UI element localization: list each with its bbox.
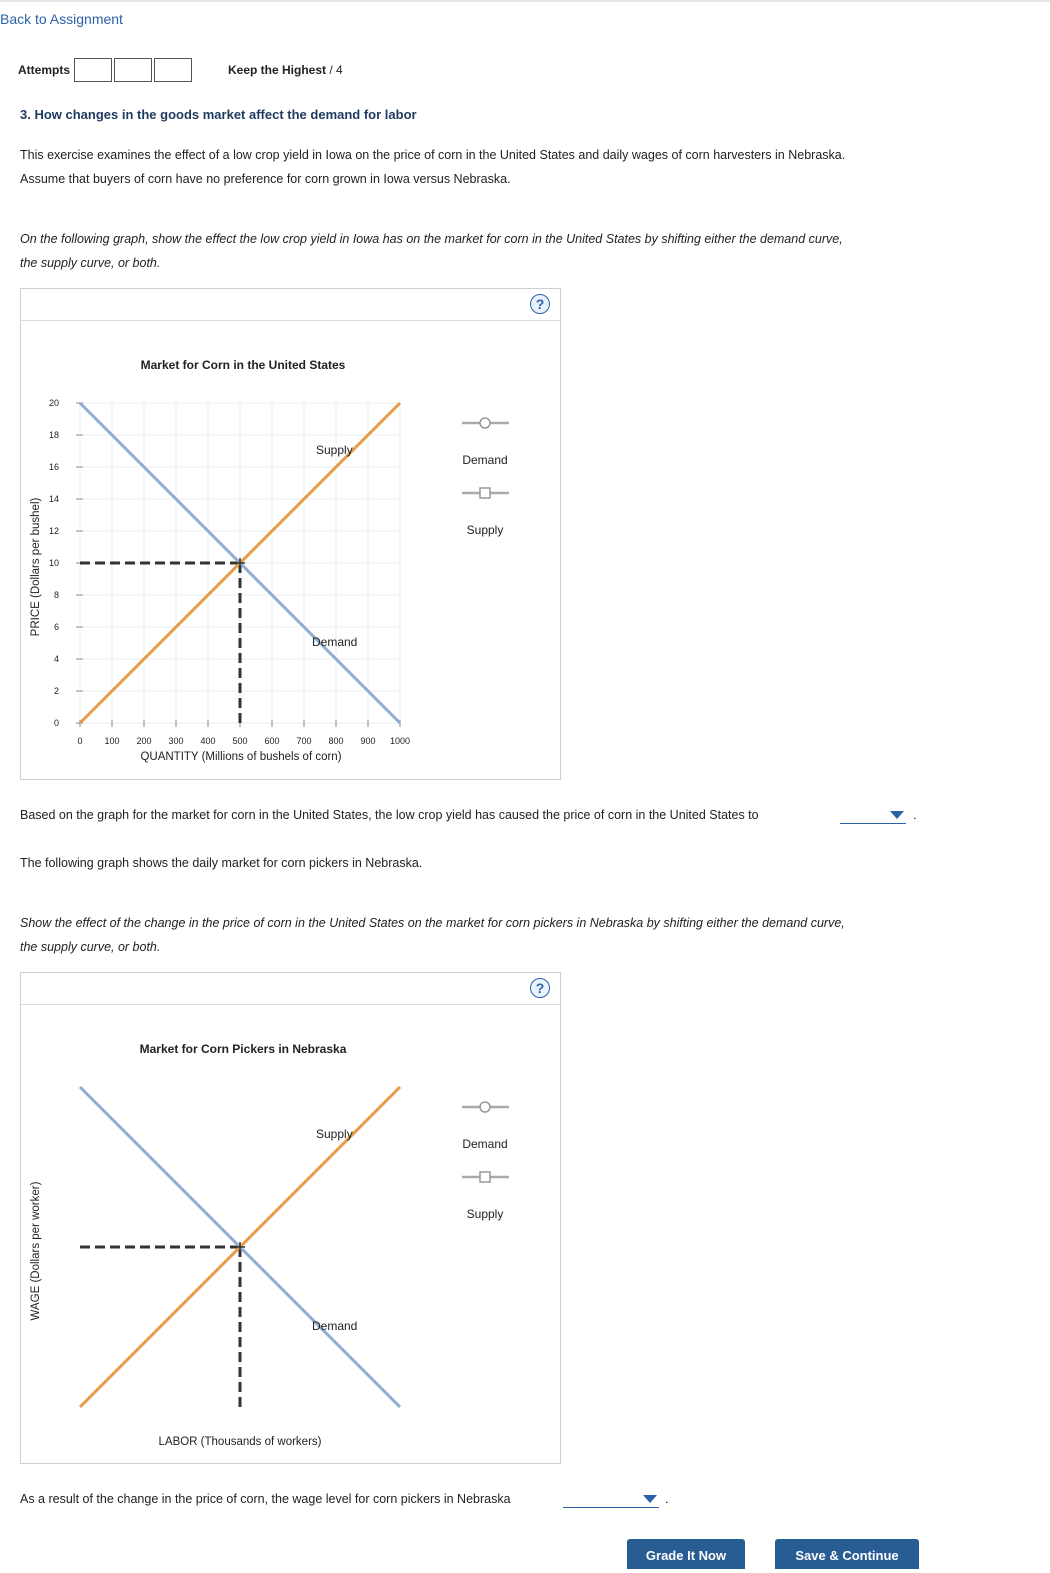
graph2-x-axis-label: LABOR (Thousands of workers) (158, 1436, 322, 1448)
dropdown-arrow-icon (643, 1495, 657, 1503)
legend-supply-tool[interactable] (462, 1172, 509, 1221)
graph1-supply-label: Supply (316, 443, 353, 457)
question1-text: Based on the graph for the market for corn in the United States, the low crop yield has caused the price of corn in the United States to (20, 808, 759, 822)
x-tick-label: 300 (168, 736, 184, 746)
x-tick-label: 600 (264, 736, 280, 746)
graph1-svg (21, 289, 560, 779)
dropdown-arrow-icon (890, 811, 904, 819)
supply-square-icon (480, 488, 490, 498)
instruction-graph1: On the following graph, show the effect the low crop yield in Iowa has on the market for corn in the United States by shifting either the demand curve, the supply curve, or both. (20, 232, 843, 270)
legend-demand-tool[interactable] (462, 418, 509, 467)
graph2-panel (20, 972, 561, 1464)
attempts-label: Attempts (18, 63, 71, 77)
graph1-panel (20, 288, 561, 780)
graph2-y-axis-label: WAGE (Dollars per worker) (30, 1181, 42, 1321)
x-tick-label: 1000 (389, 736, 411, 746)
graph1-demand-label: Demand (312, 635, 358, 649)
y-tick-label: 20 (48, 398, 59, 408)
instruction-graph2: Show the effect of the change in the price of corn in the United States on the market for corn pickers in Nebraska by shifting either the demand curve, the supply curve, or both. (20, 916, 845, 954)
x-tick-label: 900 (360, 736, 376, 746)
attempt-box-1 (74, 58, 112, 82)
y-tick-label: 12 (48, 526, 59, 536)
y-tick-label: 0 (53, 718, 59, 728)
attempt-box-2 (114, 58, 152, 82)
question-title: 3. How changes in the goods market affect the demand for labor (20, 107, 417, 122)
question2-text: As a result of the change in the price of corn, the wage level for corn pickers in Nebraska (20, 1492, 511, 1506)
demand-circle-icon (480, 1102, 490, 1112)
graph2-demand-label: Demand (312, 1319, 358, 1333)
x-tick-label: 700 (296, 736, 312, 746)
price-change-dropdown[interactable] (840, 809, 906, 824)
x-tick-label: 400 (200, 736, 216, 746)
graph2-svg (21, 973, 560, 1463)
graph1-y-axis-label: PRICE (Dollars per bushel) (30, 497, 42, 637)
legend-demand-label: Demand (462, 1137, 508, 1151)
y-tick-label: 4 (53, 654, 59, 664)
x-tick-label: 500 (232, 736, 248, 746)
y-tick-label: 18 (48, 430, 59, 440)
demand-circle-icon (480, 418, 490, 428)
graph2-supply-label: Supply (316, 1127, 353, 1141)
legend-demand-tool[interactable] (462, 1102, 509, 1151)
x-tick-label: 200 (136, 736, 152, 746)
y-tick-label: 14 (48, 494, 59, 504)
grade-it-now-button[interactable]: Grade It Now (627, 1539, 745, 1569)
legend-demand-label: Demand (462, 453, 508, 467)
graph1-x-axis-label: QUANTITY (Millions of bushels of corn) (140, 751, 342, 763)
y-tick-label: 2 (53, 686, 59, 696)
save-continue-button[interactable]: Save & Continue (775, 1539, 919, 1569)
y-tick-label: 6 (53, 622, 59, 632)
score-out-of: / 4 (326, 63, 343, 77)
x-tick-label: 0 (77, 736, 83, 746)
x-tick-label: 100 (104, 736, 120, 746)
legend-supply-tool[interactable] (462, 488, 509, 537)
graph2-title: Market for Corn Pickers in Nebraska (139, 1042, 347, 1056)
attempt-box-3 (154, 58, 192, 82)
y-tick-label: 8 (53, 590, 59, 600)
keep-highest-label: Keep the Highest / 4 (228, 63, 343, 77)
x-tick-label: 800 (328, 736, 344, 746)
supply-square-icon (480, 1172, 490, 1182)
y-tick-label: 10 (48, 558, 59, 568)
graph1-title: Market for Corn in the United States (140, 358, 346, 372)
back-to-assignment-link[interactable]: Back to Assignment (0, 11, 123, 27)
intro-text: This exercise examines the effect of a low crop yield in Iowa on the price of corn in the United States and daily wages of corn harvesters in Nebraska. Assume that buyers of corn have no preference for corn grown in Iowa versus Nebraska. (20, 148, 846, 186)
question1-period: . (913, 807, 917, 822)
legend-supply-label: Supply (466, 1207, 504, 1221)
help-icon[interactable]: ? (530, 294, 550, 314)
legend-supply-label: Supply (466, 523, 504, 537)
wage-change-dropdown[interactable] (563, 1493, 659, 1508)
graph2-intro-text: The following graph shows the daily market for corn pickers in Nebraska. (20, 856, 423, 870)
y-tick-label: 16 (48, 462, 59, 472)
help-icon[interactable]: ? (530, 978, 550, 998)
question2-period: . (665, 1491, 669, 1506)
